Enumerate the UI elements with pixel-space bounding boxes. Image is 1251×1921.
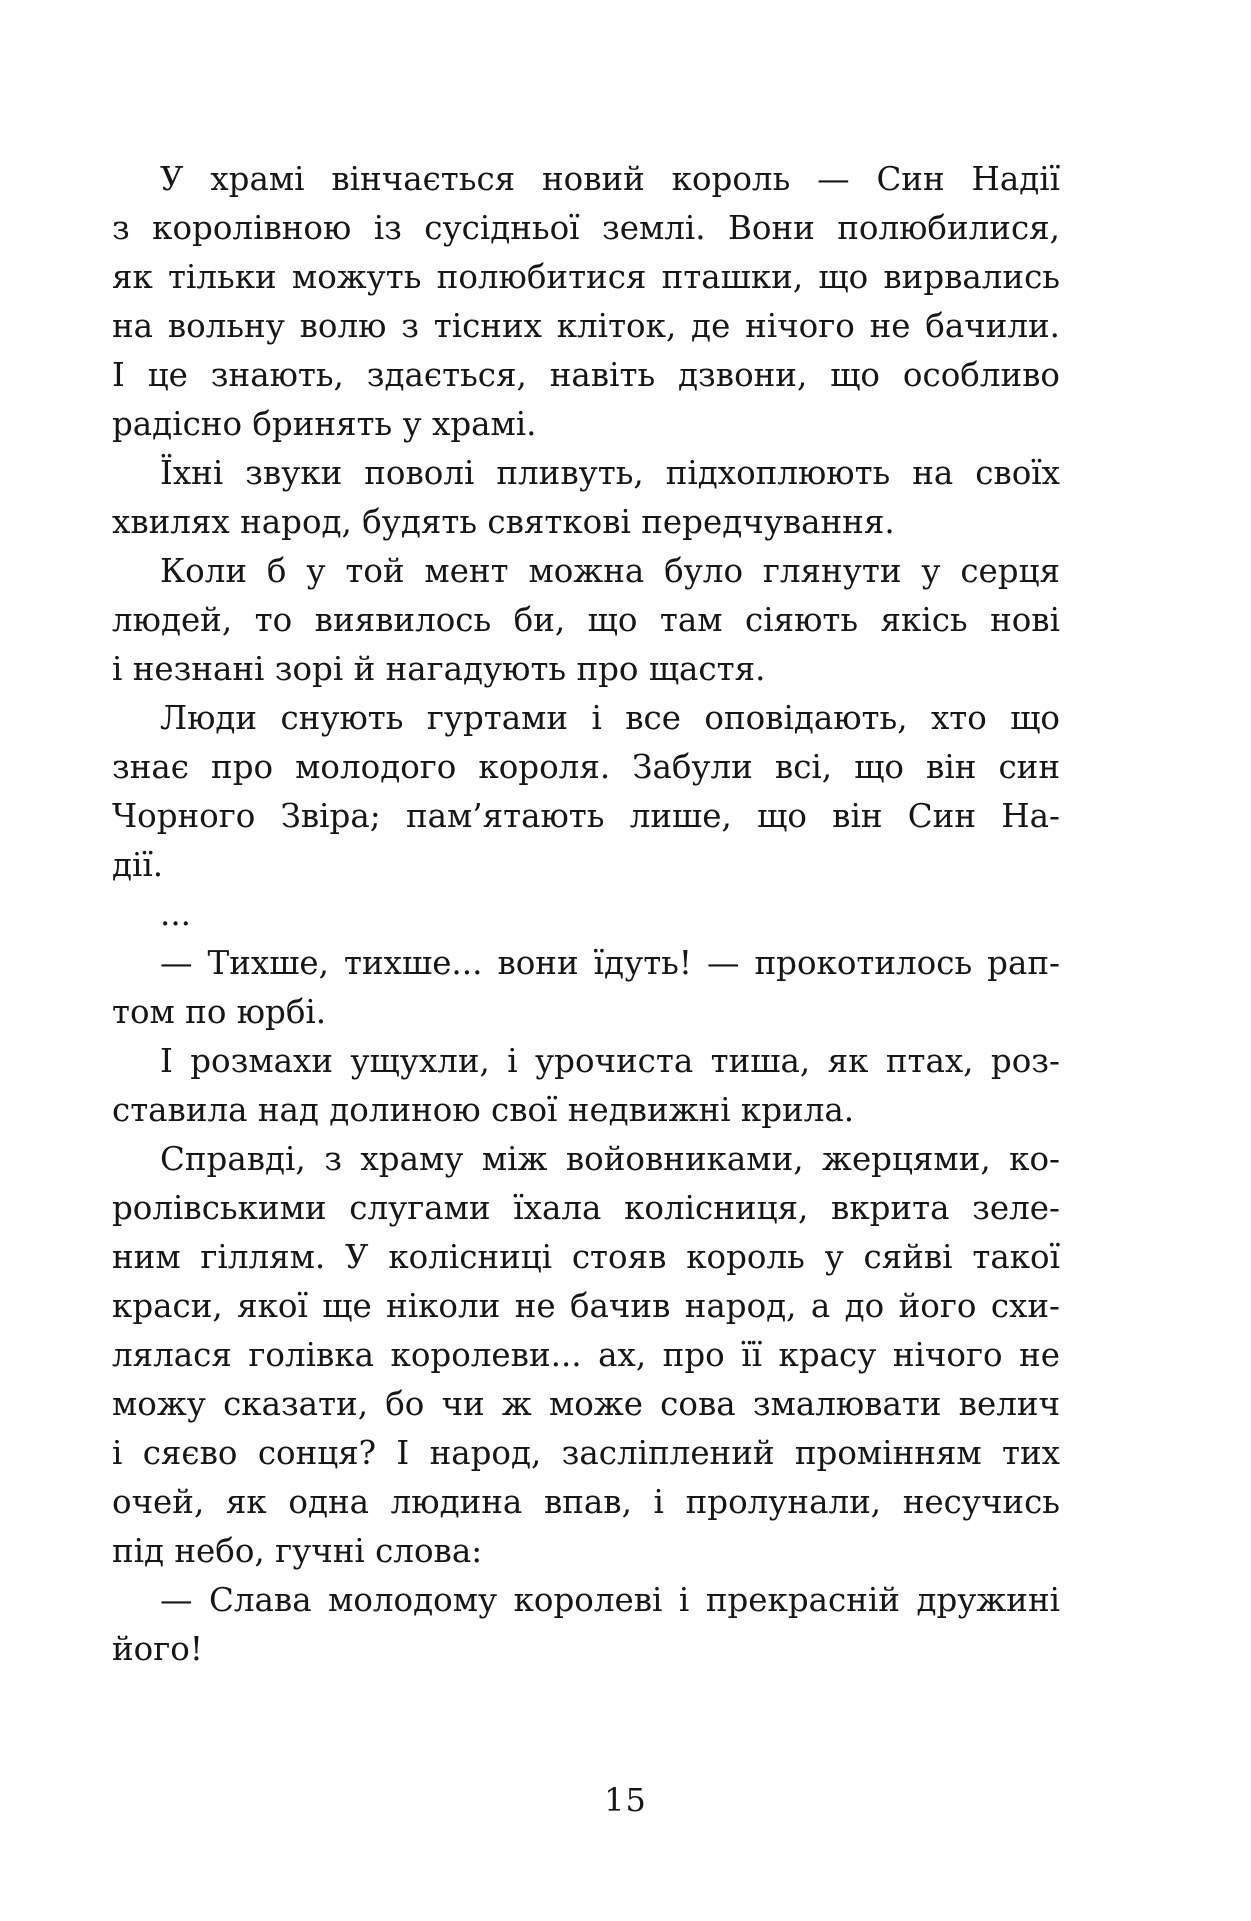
- text-line: І розмахи ущухли, і урочиста тиша, як птах, роз-: [160, 1042, 1060, 1080]
- text-line: можу сказати, бо чи ж може сова змалювати велич: [112, 1385, 1060, 1423]
- text-line: ролівськими слугами їхала колісниця, вкрита зеле-: [112, 1189, 1060, 1227]
- text-line: людей, то виявилось би, що там сіяють якісь нові: [112, 601, 1060, 639]
- text-line: лялася голівка королеви... ах, про її красу нічого не: [112, 1336, 1060, 1374]
- text-line: Коли б у той мент можна було глянути у серця: [160, 552, 1060, 590]
- text-line: Люди снують гуртами і все оповідають, хто що: [160, 699, 1060, 737]
- text-line: Справді, з храму між войовниками, жерцями, ко-: [160, 1140, 1060, 1178]
- text-line: на вольну волю з тісних кліток, де нічого не бачили.: [112, 307, 1060, 345]
- text-line: том по юрбі.: [112, 993, 327, 1031]
- text-line: його!: [112, 1630, 203, 1668]
- text-line: У храмі вінчається новий король — Син Надії: [160, 160, 1060, 198]
- text-line: радісно бринять у храмі.: [112, 405, 537, 443]
- text-line: — Слава молодому королеві і прекрасній дружині: [160, 1581, 1060, 1619]
- ellipsis-line: ...: [160, 895, 191, 933]
- text-line: Їхні звуки поволі пливуть, підхоплюють на своїх: [160, 454, 1060, 492]
- text-line: хвилях народ, будять святкові передчування.: [112, 503, 895, 541]
- text-line: дії.: [112, 846, 164, 884]
- text-line: очей, як одна людина впав, і пролунали, несучись: [112, 1483, 1060, 1521]
- text-line: і сяєво сонця? І народ, засліплений промінням тих: [112, 1434, 1060, 1472]
- text-line: Чорного Звіра; пам’ятають лише, що він Син На-: [112, 797, 1060, 835]
- text-line: і незнані зорі й нагадують про щастя.: [112, 650, 766, 688]
- text-line: краси, якої ще ніколи не бачив народ, а до його схи-: [112, 1287, 1060, 1325]
- text-line: з королівною із сусідньої землі. Вони полюбилися,: [112, 209, 1060, 247]
- text-line: ставила над долиною свої недвижні крила.: [112, 1091, 855, 1129]
- text-line: ним гіллям. У колісниці стояв король у сяйві такої: [112, 1238, 1060, 1276]
- text-line: знає про молодого короля. Забули всі, що він син: [112, 748, 1060, 786]
- page-number: 15: [604, 1781, 647, 1819]
- text-line: — Тихше, тихше... вони їдуть! — прокотилось рап-: [160, 944, 1060, 982]
- text-line: І це знають, здається, навіть дзвони, що особливо: [112, 356, 1060, 394]
- text-line: як тільки можуть полюбитися пташки, що вирвались: [112, 258, 1060, 296]
- text-line: під небо, гучні слова:: [112, 1532, 483, 1570]
